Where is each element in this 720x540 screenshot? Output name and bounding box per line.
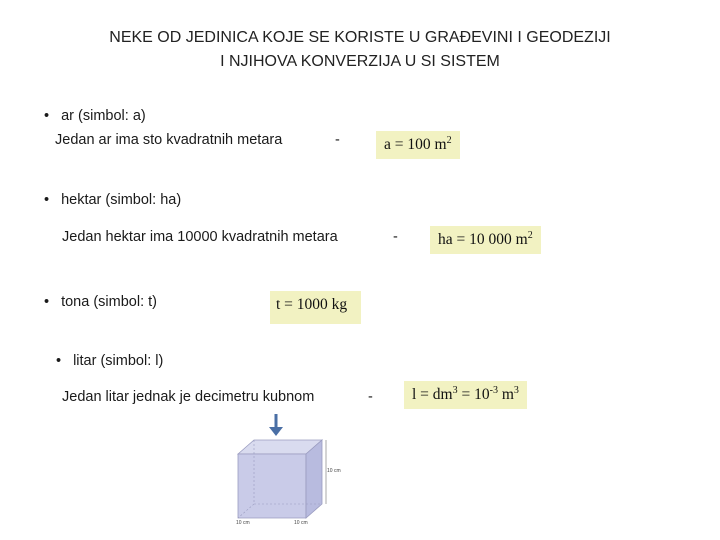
arrow-down-icon <box>269 414 283 436</box>
cube-width-label: 10 cm <box>236 520 250 526</box>
unit-hektar-symbol: ha <box>160 192 177 208</box>
unit-hektar-name: hektar <box>61 192 102 208</box>
unit-tona-heading: • tona (simbol: t) <box>44 294 158 310</box>
unit-litar-heading: • litar (simbol: l) <box>56 353 164 369</box>
unit-ar-dash: - <box>335 132 340 148</box>
unit-hektar-description: Jedan hektar ima 10000 kvadratnih metara <box>62 229 338 245</box>
page-title-line-1: NEKE OD JEDINICA KOJE SE KORISTE U GRAĐEVINI I GEODEZIJI <box>109 29 611 46</box>
unit-litar-description: Jedan litar jednak je decimetru kubnom <box>62 389 315 405</box>
unit-litar-dash: - <box>368 389 373 405</box>
unit-ar-symbol: a <box>132 108 141 124</box>
page-title-line-2: I NJIHOVA KONVERZIJA U SI SISTEM <box>220 53 500 70</box>
cube-depth-label: 10 cm <box>294 520 308 526</box>
bullet-icon: • <box>44 294 50 310</box>
unit-tona-formula: t = 1000 kg <box>270 291 361 324</box>
unit-ar-formula: a = 100 $m^2$ <box>376 131 460 159</box>
cube-front-face <box>238 454 306 518</box>
unit-hektar-dash: - <box>393 229 398 245</box>
cube-side-face <box>306 440 322 518</box>
unit-hektar-heading: • hektar (simbol: ha) <box>44 192 182 208</box>
unit-litar-formula: $l = dm^3 = 10^{-3}$ $m^3$ <box>404 381 527 409</box>
unit-tona-name: tona <box>61 294 90 310</box>
cube-height-label: 10 cm <box>327 468 341 474</box>
unit-litar-name: litar <box>73 353 97 369</box>
unit-tona-symbol: t <box>148 294 153 310</box>
bullet-icon: • <box>44 108 50 124</box>
bullet-icon: • <box>56 353 62 369</box>
unit-ar-heading: • ar (simbol: a) <box>44 108 146 124</box>
unit-ar-name: ar <box>61 108 74 124</box>
unit-hektar-formula: ha = 10 000 $m^2$ <box>430 226 541 254</box>
unit-ar-description: Jedan ar ima sto kvadratnih metara <box>55 132 283 148</box>
cube-diagram <box>232 414 341 526</box>
bullet-icon: • <box>44 192 50 208</box>
